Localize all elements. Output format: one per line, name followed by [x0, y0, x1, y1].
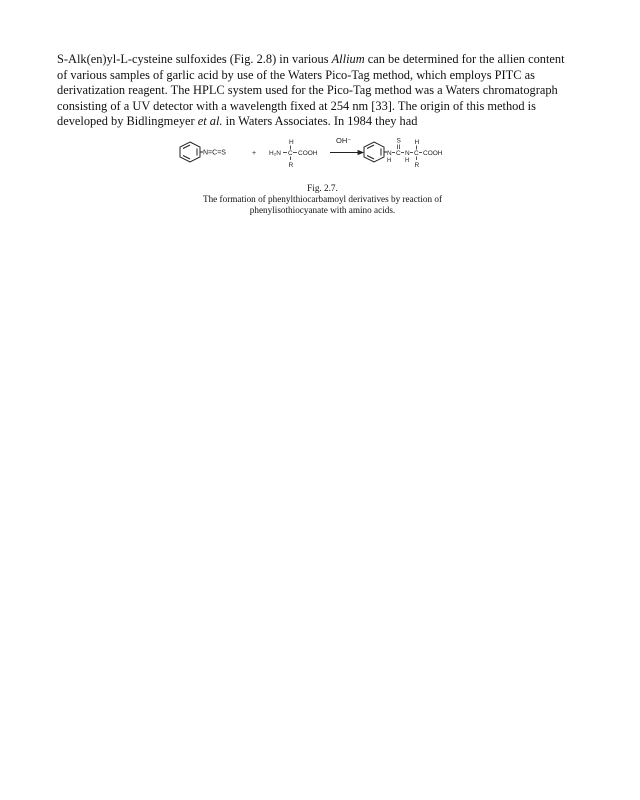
amino-r-bottom: R [288, 162, 294, 169]
product-h-top: H [414, 139, 420, 146]
figure-caption [150, 183, 495, 216]
amino-group-label: H₂N [269, 150, 281, 157]
italic-genus: Allium [331, 52, 365, 66]
product-n2: N [405, 150, 410, 157]
catalyst-label: OH⁻ [336, 136, 352, 145]
carboxyl-label: COOH [298, 150, 318, 157]
product-carboxyl: COOH [423, 150, 443, 157]
product-n1-h: H [387, 158, 392, 164]
italic-et-al: et al. [197, 114, 223, 129]
paragraph-line-2: of various samples of garlic acid by use of the Waters Pico-Tag method, which employs PITC as [57, 67, 535, 82]
isothiocyanate-label: N=C=S [203, 149, 226, 157]
product-n1: N [387, 150, 392, 157]
benzene-ring-product [364, 142, 387, 162]
reaction-scheme [168, 133, 478, 183]
amino-h-top: H [289, 139, 294, 146]
reaction-scheme-svg [168, 133, 478, 183]
product-alpha-c: C [414, 150, 419, 157]
reaction-arrow [330, 151, 363, 155]
caption-line-1: The formation of phenylthiocarbamoyl derivatives by reaction of [202, 194, 443, 204]
plus-sign: + [252, 150, 257, 157]
paragraph-line-4: consisting of a UV detector with a wavelength fixed at 254 nm [33]. The origin of this method is [57, 98, 536, 113]
product-n2-h: H [405, 158, 410, 164]
body-paragraph [57, 52, 587, 130]
caption-line-2: phenylisothiocyanate with amino acids. [249, 205, 396, 215]
benzene-ring-reactant [180, 142, 203, 162]
paragraph-line-1: S-Alk(en)yl-L-cysteine sulfoxides (Fig. 2.8) in various Allium can be determined for the allien content [57, 52, 565, 66]
paragraph-line-3: derivatization reagent. The HPLC system used for the Pico-Tag method was a Waters chromatograph [57, 83, 558, 98]
product-sulfur: S [396, 137, 401, 145]
alpha-carbon-label: C [288, 150, 293, 157]
product-thiocarbonyl-c: C [396, 150, 401, 157]
product-r: R [414, 162, 420, 169]
paragraph-line-5: developed by Bidlingmeyer et al. in Waters Associates. In 1984 they had [57, 114, 418, 129]
figure-label: Fig. 2.7. [307, 183, 338, 193]
